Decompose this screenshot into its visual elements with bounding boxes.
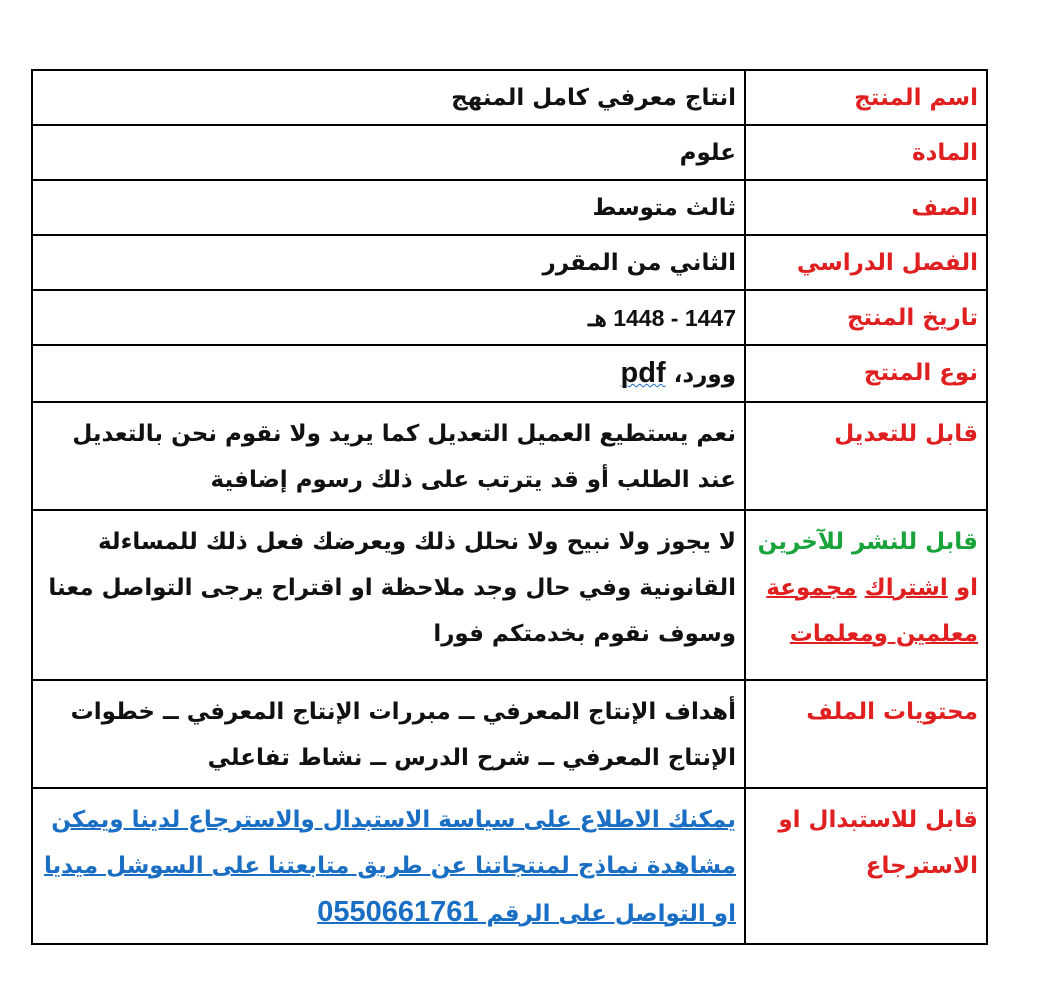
- label-sharing-part5: مجموعة معلمين ومعلمات: [766, 575, 978, 647]
- value-sharing: لا يجوز ولا نبيح ولا نحلل ذلك ويعرضك فعل ذلك للمساءلة القانونية وفي حال وجد ملاحظة او اقتراح يرجى التواصل معنا وسوف نقوم بخدمتكم فورا: [32, 510, 745, 680]
- label-editable: قابل للتعديل: [745, 402, 987, 510]
- value-product-name: انتاج معرفي كامل المنهج: [32, 70, 745, 125]
- value-contents: أهداف الإنتاج المعرفي ــ مبررات الإنتاج المعرفي ــ خطوات الإنتاج المعرفي ــ شرح الدرس ــ نشاط تفاعلي: [32, 680, 745, 788]
- exchange-policy-link[interactable]: يمكنك الاطلاع على سياسة الاستبدال والاسترجاع لدينا ويمكن مشاهدة نماذج لمنتجاتنا عن طريق متابعتنا على السوشل ميديا او التواصل على الرقم: [43, 807, 736, 927]
- row-grade: [32, 180, 987, 235]
- label-sharing-part2: للآخرين: [757, 529, 844, 555]
- label-sharing: [745, 510, 987, 680]
- label-exchange: قابل للاستبدال او الاسترجاع: [745, 788, 987, 944]
- value-grade: ثالث متوسط: [32, 180, 745, 235]
- product-info-table: [31, 69, 988, 945]
- value-date: 1447 - 1448 هـ: [32, 290, 745, 345]
- value-editable: نعم يستطيع العميل التعديل كما يريد ولا نقوم نحن بالتعديل عند الطلب أو قد يترتب على ذلك رسوم إضافية: [32, 402, 745, 510]
- value-exchange[interactable]: [32, 788, 745, 944]
- row-editable: [32, 402, 987, 510]
- row-semester: [32, 235, 987, 290]
- label-date: تاريخ المنتج: [745, 290, 987, 345]
- row-subject: [32, 125, 987, 180]
- value-subject: علوم: [32, 125, 745, 180]
- label-sharing-part3: او: [955, 575, 978, 601]
- label-grade: الصف: [745, 180, 987, 235]
- row-contents: [32, 680, 987, 788]
- row-product-name: [32, 70, 987, 125]
- label-sharing-part4: اشتراك: [864, 575, 948, 601]
- label-sharing-part1: قابل للنشر: [852, 529, 978, 555]
- value-semester: الثاني من المقرر: [32, 235, 745, 290]
- value-type: [32, 345, 745, 402]
- value-type-text: وورد،: [665, 362, 736, 388]
- label-semester: الفصل الدراسي: [745, 235, 987, 290]
- label-product-name: اسم المنتج: [745, 70, 987, 125]
- value-type-pdf: pdf: [620, 357, 666, 389]
- row-sharing: [32, 510, 987, 680]
- label-type: نوع المنتج: [745, 345, 987, 402]
- row-type: [32, 345, 987, 402]
- row-exchange: [32, 788, 987, 944]
- phone-number-link[interactable]: 0550661761: [317, 896, 479, 928]
- row-date: [32, 290, 987, 345]
- label-contents: محتويات الملف: [745, 680, 987, 788]
- label-subject: المادة: [745, 125, 987, 180]
